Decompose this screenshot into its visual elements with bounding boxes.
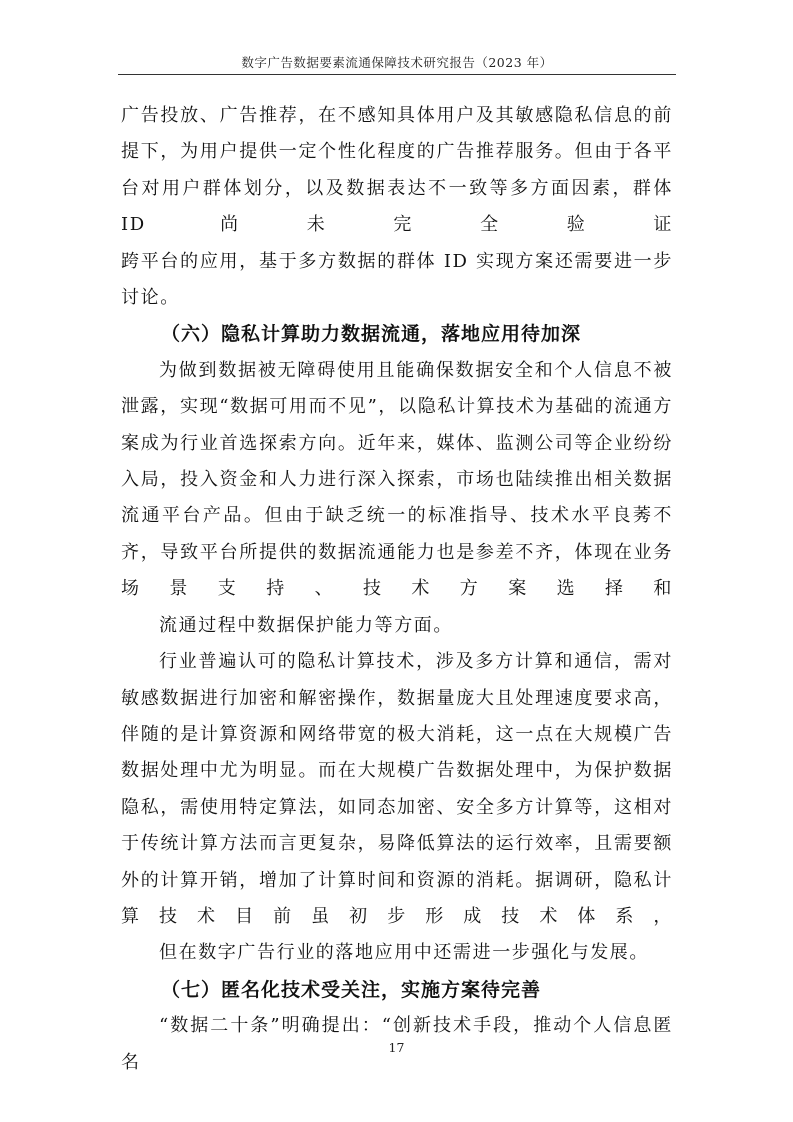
text-line: 计算资源和网络带宽的极大消耗，这一点在大规模广告数据处理中尤: [121, 723, 673, 782]
text-line: 行业普遍认可的隐私计算技术，涉及多方计算和通信，需对敏感: [121, 651, 673, 709]
section-heading-seven: （七）匿名化技术受关注，实施方案待完善: [161, 978, 542, 1001]
text-line: 算法，如同态加密、安全多方计算等，这相对于传统计算方法而言更: [121, 796, 673, 855]
text-line: 露，实现“数据可用而不见”，以隐私计算技术为基础的流通方案成: [121, 396, 674, 454]
text-line: 数据进行加密和解密操作，数据量庞大且处理速度要求高，伴随的是: [121, 687, 673, 745]
text-line: 跨平台的应用，基于多方数据的群体 ID 实现方案还需要进一步讨论。: [121, 250, 673, 309]
paragraph-privacy-computing-cost: [121, 644, 673, 972]
text-line: 但由于缺乏统一的标准指导、技术水平良莠不齐，导致平台所提供的: [121, 505, 674, 563]
text-line: “数据二十条”明确提出：“创新技术手段，推动个人信息匿名: [121, 1015, 673, 1073]
text-line: 时间和资源的消耗。据调研，隐私计算技术目前虽初步形成技术体系，: [121, 869, 673, 927]
text-line: 广告投放、广告推荐，在不感知具体用户及其敏感隐私信息的前提下，: [121, 105, 673, 163]
text-line: 数据流通能力也是参差不齐，体现在业务场景支持、技术方案选择和: [121, 541, 673, 600]
text-line: 为做到数据被无障碍使用且能确保数据安全和个人信息不被泄: [121, 359, 673, 418]
page-number: 17: [388, 1040, 405, 1055]
text-line: 为行业首选探索方向。近年来，媒体、监测公司等企业纷纷入局，投: [121, 432, 673, 491]
text-line: 体划分，以及数据表达不一致等多方面因素，群体 ID 尚未完全验证: [121, 177, 674, 236]
text-line: 入资金和人力进行深入探索，市场也陆续推出相关数据流通平台产品。: [121, 469, 673, 527]
text-line: 流通过程中数据保护能力等方面。: [159, 614, 453, 636]
page-body: [121, 98, 673, 1081]
running-header: 数字广告数据要素流通保障技术研究报告（2023 年）: [118, 52, 676, 75]
text-line: 为用户提供一定个性化程度的广告推荐服务。但由于各平台对用户群: [121, 141, 673, 199]
paragraph-group-id: [121, 98, 673, 316]
section-heading-six: （六）隐私计算助力数据流通，落地应用待加深: [161, 323, 582, 346]
text-line: 为明显。而在大规模广告数据处理中，为保护数据隐私，需使用特定: [121, 760, 673, 818]
text-line: 复杂，易降低算法的运行效率，且需要额外的计算开销，增加了计算: [121, 833, 673, 891]
text-line: 但在数字广告行业的落地应用中还需进一步强化与发展。: [159, 942, 649, 964]
paragraph-privacy-computing-intro: [121, 353, 673, 644]
